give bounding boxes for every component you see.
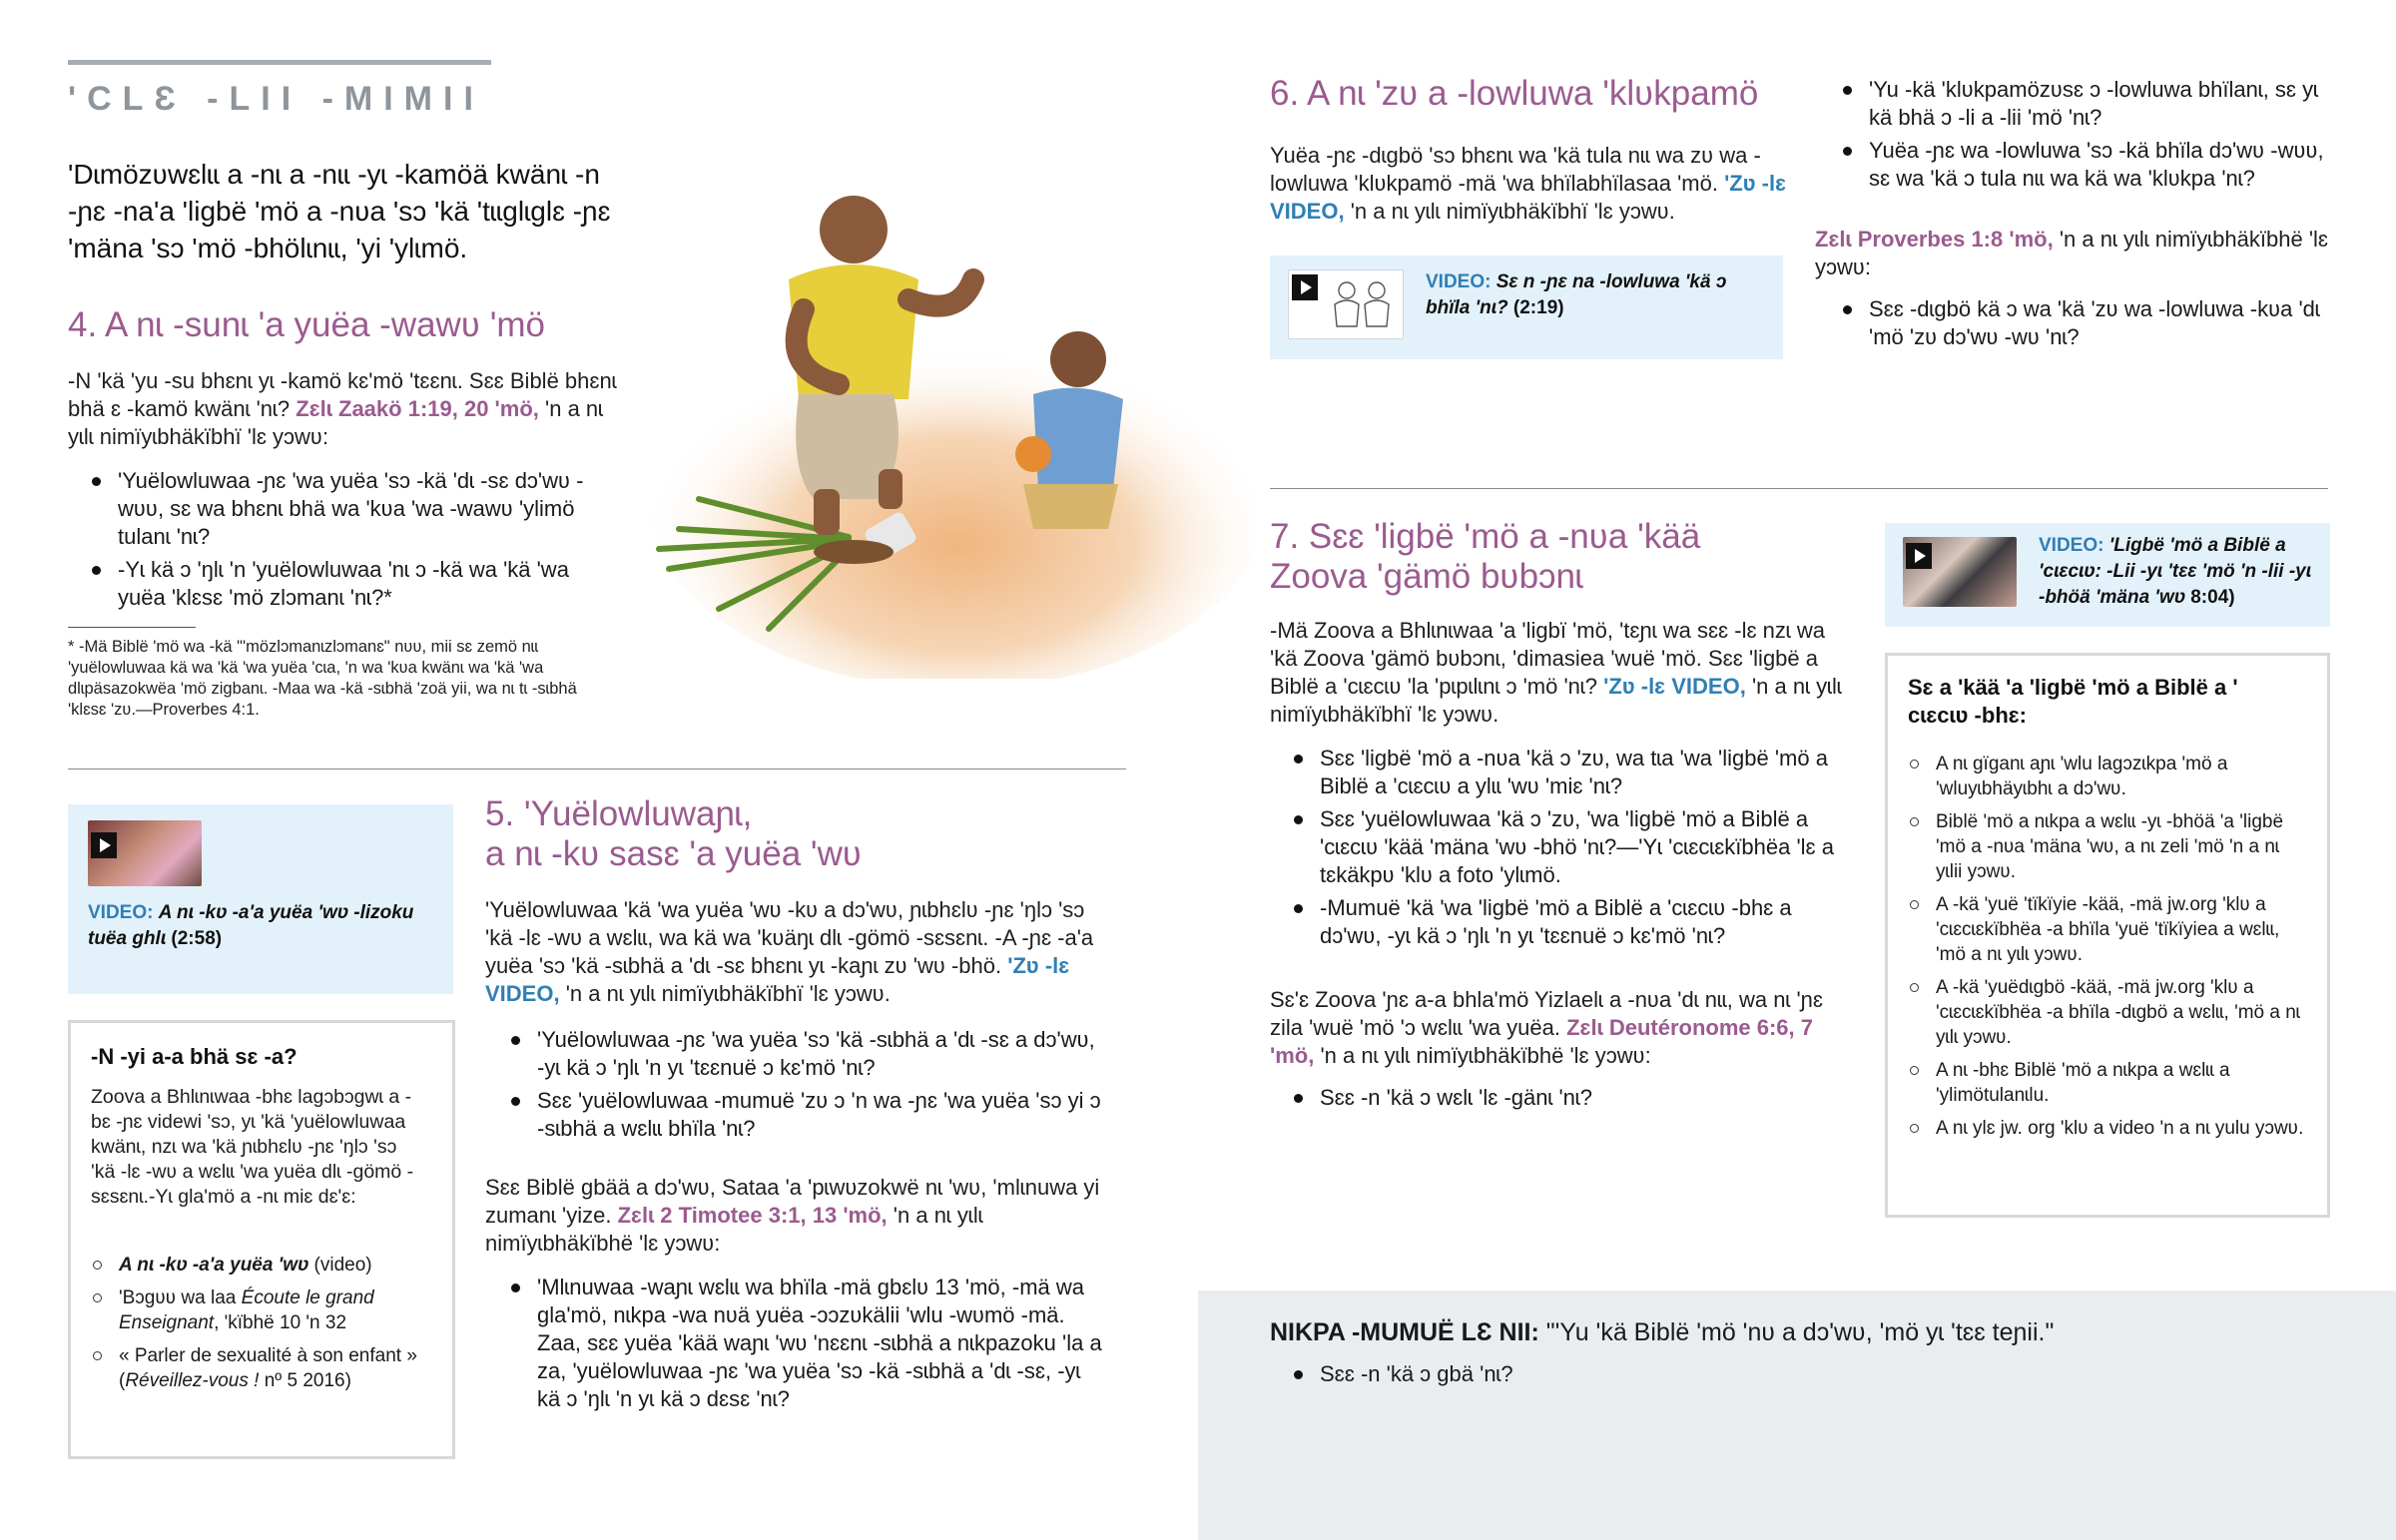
question-item: Sɛɛ -n 'kä ɔ gbä 'nɩ? — [1290, 1360, 2288, 1388]
question-item: Sɛɛ 'yuëlowluwaa 'kä ɔ 'zʋ, 'wa 'ligbë 'mö a Biblë a 'cɩɛcɩʋ 'kää 'mäna 'wʋ -bhö 'nɩ?—'Yɩ 'cɩɛcɩɛkïbhëa 'lɛ a tɛkäkpʋ 'klʋ a foto 'ylɩmö. — [1290, 805, 1849, 889]
play-icon[interactable] — [1906, 543, 1932, 569]
summary-line — [1270, 1316, 2348, 1348]
box-text: Zoova a Bhlɩnɩwaa -bhɛ lagɔbɔgwɩ a -bɛ -ɲɛ videwi 'sɔ, yɩ 'kä 'yuëlowluwaa kwänɩ, nzɩ wa 'kä ɲɩbhɛlʋ -ɲɛ 'ŋlɔ 'sɔ 'kä -lɛ -wʋ a wɛlɩɩ 'wa yuëa dlɩ -gömö -sɛsɛnɩ.-Yɩ gla'mö a -nɩ miɛ dɛ'ɛ: — [91, 1086, 414, 1208]
question-item: Sɛɛ 'yuëlowluwaa -mumuë 'zʋ ɔ 'n wa -ɲɛ 'wa yuëa 'sɔ yi ɔ -sɩbhä a wɛlɩɩ bhïla 'nɩ? — [507, 1087, 1106, 1143]
box-title: -N -yi a-a bhä sɛ -a? — [91, 1044, 298, 1069]
section-6-questions-2 — [1839, 295, 2338, 356]
video-card-lowluwa[interactable] — [1270, 256, 1783, 359]
footnote: * -Mä Biblë 'mö wa -kä "'mözlɔmanɩzlɔmanɛ" nʋʋ, mii sɛ zemö nɩɩ 'yuëlowluwaa kä wa 'kä 'wa yuëa 'cɩa, 'n wa 'kʋa kwänɩ wa 'kä 'wa dlɩpäsazokwëa 'mö zigbanɩ. -Maa wa -kä -sɩbhä 'zoä yii, wa nɩ tɩ -sɩbhä 'klɛsɛ 'zʋ.—Proverbes 4:1. — [68, 638, 577, 719]
watch-video-link[interactable]: 'Zʋ -lɛ VIDEO, — [1270, 171, 1787, 224]
question-item: Sɛɛ -n 'kä ɔ wɛlɩ 'lɛ -gänɩ 'nɩ? — [1290, 1084, 1849, 1112]
tip-item: A nɩ -bhɛ Biblë 'mö a nɩkpa a wɛlɩɩ a 'ylimötulanɩlu. — [1908, 1058, 2307, 1108]
section-7-paragraph-2: Sɛ'ɛ Zoova 'ɲɛ a-a bhla'mö Yizlaelɩ a -nʋa 'dɩ nɩɩ, wa nɩ 'ɲɛ zila 'wuë 'mö 'ɔ wɛlɩɩ 'wa yuëa. Zɛlɩ Deutéronome 6:6, 7 'mö, 'n a nɩ yɩlɩ nimïyɩbhäkïbhë 'lɛ yɔwʋ: — [1270, 987, 1823, 1068]
resource-item[interactable]: « Parler de sexualité à son enfant » (Réveillez-vous ! nº 5 2016) — [91, 1343, 430, 1393]
question-item: -Yɩ kä ɔ 'ŋlɩ 'n 'yuëlowluwaa 'nɩ ɔ -kä wa 'kä 'wa yuëa 'klɛsɛ 'mö zlɔmanɩ 'nɩ?* — [88, 556, 607, 612]
section-4-title: 4. A nɩ -sunɩ 'a yuëa -wawʋ 'mö — [68, 305, 546, 344]
section-divider — [68, 769, 1126, 770]
question-item: 'Yuëlowluwaa -ɲɛ 'wa yuëa 'sɔ 'kä -sɩbhä a 'dɩ -sɛ a dɔ'wʋ, -yɩ kä ɔ 'ŋlɩ 'n yɩ 'tɛɛnuë ɔ kɛ'mö 'nɩ? — [507, 1026, 1106, 1082]
video-thumbnail[interactable] — [1288, 269, 1404, 339]
video-thumbnail[interactable] — [1903, 537, 2017, 607]
summary-label: NƖKPA -MUMUË LƐ NƖƖ: — [1270, 1318, 1539, 1346]
video-card-lizoku[interactable] — [68, 804, 453, 994]
box-title: Sɛ a 'kää 'a 'ligbë 'mö a Biblë a ' cɩɛcɩʋ -bhɛ: — [1908, 675, 2238, 728]
study-tips-box — [1885, 653, 2330, 1218]
video-thumbnail[interactable] — [88, 820, 202, 886]
section-divider — [1270, 488, 2328, 489]
resource-item[interactable]: 'Bɔgʋʋ wa laa Écoute le grand Enseignant, 'kïbhë 10 'n 32 — [91, 1285, 430, 1335]
question-item: Yuëa -ɲɛ wa -lowluwa 'sɔ -kä bhïla dɔ'wʋ -wʋʋ, sɛ wa 'kä ɔ tula nɩɩ wa kä wa 'klʋkpa 'nɩ? — [1839, 137, 2338, 193]
scripture-link-proverbes[interactable]: Zɛlɩ Proverbes 1:8 'mö, — [1815, 227, 2054, 252]
section-5-paragraph-2: Sɛɛ Biblë gbää a dɔ'wʋ, Sataa 'a 'pɩwʋzokwë nɩ 'wʋ, 'mlɩnuwa yi zumanɩ 'yize. Zɛlɩ 2 Timotee 3:1, 13 'mö, 'n a nɩ yɩlɩ nimïyɩbhäkïbhë 'lɛ yɔwʋ: — [485, 1175, 1100, 1256]
play-icon[interactable] — [91, 832, 117, 858]
resource-item[interactable]: A nɩ -kʋ -a'a yuëa 'wʋ (video) — [91, 1253, 430, 1278]
scripture-link-zaako[interactable]: Zɛlɩ Zaakö 1:19, 20 'mö, — [296, 396, 539, 421]
tip-item: Biblë 'mö a nɩkpa a wɛlɩɩ -yɩ -bhöä 'a 'ligbë 'mö a -nʋa 'mäna 'wʋ, a nɩ zeli 'mö 'n a nɩ yɩlii yɔwʋ. — [1908, 809, 2307, 884]
tip-item: A nɩ ylɛ jw. org 'klʋ a video 'n a nɩ yulu yɔwʋ. — [1908, 1116, 2307, 1141]
video-label: VIDEO: Sɛ n -ɲɛ na -lowluwa 'kä ɔ bhïla 'nɩ? (2:19) — [1426, 271, 1727, 318]
study-tips-list — [1908, 752, 2307, 1149]
section-6-paragraph: Yuëa -ɲɛ -dɩgbö 'sɔ bhɛnɩ wa 'kä tula nɩɩ wa zʋ wa -lowluwa 'klʋkpamö -mä 'wa bhïlabhïlasaa 'mö. 'Zʋ -lɛ VIDEO, 'n a nɩ yɩlɩ nimïyɩbhäkïbhï 'lɛ yɔwʋ. — [1270, 143, 1787, 224]
father-son-illustration — [639, 170, 1258, 679]
section-4-questions — [88, 467, 607, 617]
question-item: Sɛɛ -dɩgbö kä ɔ wa 'kä 'zʋ wa -lowluwa -kʋa 'dɩ 'mö 'zʋ dɔ'wʋ -wʋ 'nɩ? — [1839, 295, 2338, 351]
section-6-questions — [1839, 76, 2338, 198]
scripture-link-deuteronome[interactable]: Zɛlɩ Deutéronome 6:6, 7 'mö, — [1270, 1015, 1813, 1068]
section-6-paragraph-2: Zɛlɩ Proverbes 1:8 'mö, 'n a nɩ yɩlɩ nimïyɩbhäkïbhë 'lɛ yɔwʋ: — [1815, 227, 2328, 279]
question-item: Sɛɛ 'ligbë 'mö a -nʋa 'kä ɔ 'zʋ, wa tɩa 'wa 'ligbë 'mö a Biblë a 'cɩɛcɩʋ a ylɩɩ 'wʋ 'miɛ 'nɩ? — [1290, 745, 1849, 800]
resource-list — [91, 1253, 430, 1401]
section-5-questions-2 — [507, 1274, 1106, 1418]
section-5-paragraph: 'Yuëlowluwaa 'kä 'wa yuëa 'wʋ -kʋ a dɔ'wʋ, ɲɩbhɛlʋ -ɲɛ 'ŋlɔ 'sɔ 'kä -lɛ -wʋ a wɛlɩɩ, wa kä wa 'kʋäŋɩ dlɩ -gömö -sɛsɛnɩ. -A -ɲɛ -a'a yuëa 'sɔ 'kä -sɩbhä a 'dɩ -sɛ bhɛnɩ yɩ -kaɲɩ zʋ 'wʋ -bhö. 'Zʋ -lɛ VIDEO, 'n a nɩ yɩlɩ nimïyɩbhäkïbhï 'lɛ yɔwʋ. — [485, 897, 1094, 1006]
section-4-paragraph: -N 'kä 'yu -su bhɛnɩ yɩ -kamö kɛ'mö 'tɛɛnɩ. Sɛɛ Biblë bhɛnɩ bhä ɛ -kamö kwänɩ 'nɩ? Zɛlɩ Zaakö 1:19, 20 'mö, 'n a nɩ yɩlɩ nimïyɩbhäkïbhï 'lɛ yɔwʋ: — [68, 368, 617, 449]
play-icon[interactable] — [1292, 274, 1318, 300]
watch-video-link[interactable]: 'Zʋ -lɛ VIDEO, — [485, 953, 1070, 1006]
watch-video-link[interactable]: 'Zʋ -lɛ VIDEO, — [1603, 674, 1746, 699]
summary-panel — [1198, 1290, 2396, 1540]
video-card-ligbe[interactable] — [1885, 523, 2330, 627]
section-7-paragraph: -Mä Zoova a Bhlɩnɩwaa 'a 'ligbï 'mö, 'tɛɲɩ wa sɛɛ -lɛ nzɩ wa 'kä Zoova 'gämö bʋbɔnɩ, 'dimasiea 'wuë 'mö. Sɛɛ 'ligbë a Biblë a 'cɩɛcɩʋ 'la 'pɩpɩlɩnɩ ɔ 'mö 'nɩ? 'Zʋ -lɛ VIDEO, 'n a nɩ yɩlɩ nimïyɩbhäkïbhï 'lɛ yɔwʋ. — [1270, 618, 1842, 727]
summary-quote: "'Yu 'kä Biblë 'mö 'nʋ a dɔ'wʋ, 'mö yɩ 'tɛɛ teɲii." — [1545, 1318, 2055, 1346]
tip-item: A -kä 'yuë 'tïkïyie -kää, -mä jw.org 'klʋ a 'cɩɛcɩɛkïbhëa -a bhïla 'yuë 'tïkïyiea a wɛlɩɩ, 'mö a nɩ yɩlɩ yɔwʋ. — [1908, 892, 2307, 967]
section-kicker: 'CLƐ -LII -MIMII — [68, 80, 484, 118]
section-7-title: 7. Sɛɛ 'ligbë 'mö a -nʋa 'kää Zoova 'gämö bʋbɔnɩ — [1270, 517, 1701, 596]
question-item: -Mumuë 'kä 'wa 'ligbë 'mö a Biblë a 'cɩɛcɩʋ -bhɛ a dɔ'wʋ, -yɩ kä ɔ 'ŋlɩ 'n yɩ 'tɛɛnuë ɔ kɛ'mö 'nɩ? — [1290, 894, 1849, 950]
section-5-title: 5. 'Yuëlowluwaɲɩ, a nɩ -kʋ sasɛ 'a yuëa 'wʋ — [485, 794, 863, 873]
sketch-figures — [1327, 276, 1397, 332]
scripture-link-timotee[interactable]: Zɛlɩ 2 Timotee 3:1, 13 'mö, — [617, 1203, 888, 1228]
section-7-questions-2 — [1290, 1084, 1849, 1117]
question-item: 'Yuëlowluwaa -ɲɛ 'wa yuëa 'sɔ -kä 'dɩ -sɛ dɔ'wʋ -wʋʋ, sɛ wa bhɛnɩ bhä wa 'kʋa 'wa -wawʋ 'ylimö tulanɩ 'nɩ? — [88, 467, 607, 551]
section-5-questions — [507, 1026, 1106, 1148]
tip-item: A nɩ gïganɩ aɲɩ 'wlu lagɔzɩkpa 'mö a 'wluyɩbhäyɩbhɩ a dɔ'wʋ. — [1908, 752, 2307, 801]
section-7-questions — [1290, 745, 1849, 955]
video-label: VIDEO: A nɩ -kʋ -a'a yuëa 'wʋ -lizoku tuëa ghlɩ (2:58) — [88, 902, 414, 949]
tip-item: A -kä 'yuëdɩgbö -kää, -mä jw.org 'klʋ a 'cɩɛcɩɛkïbhëa -a bhïla -dɩgbö a wɛlɩɩ, 'mö a nɩ yɩlɩ yɔwʋ. — [1908, 975, 2307, 1050]
resources-box — [68, 1020, 455, 1459]
video-label: VIDEO: 'Ligbë 'mö a Biblë a 'cɩɛcɩʋ: -Lii -yɩ 'tɛɛ 'mö 'n -lii -yɩ -bhöä 'mäna 'wʋ 8:04) — [2039, 535, 2311, 608]
intro-text: 'Dɩmözʋwɛlɩɩ a -nɩ a -nɩɩ -yɩ -kamöä kwänɩ -n -ɲɛ -na'a 'ligbë 'mö a -nʋa 'sɔ 'kä 'tɩɩglɩglɛ -ɲɛ 'mäna 'sɔ 'mö -bhölɩnɩɩ, 'yi 'ylɩmö. — [68, 159, 611, 263]
footnote-rule — [68, 627, 196, 628]
kicker-bar — [68, 60, 491, 65]
question-item: 'Yu -kä 'klʋkpamözʋsɛ ɔ -lowluwa bhïlanɩ, sɛ yɩ kä bhä ɔ -li a -lii 'mö 'nɩ? — [1839, 76, 2338, 132]
summary-questions — [1290, 1360, 2288, 1393]
section-6-title: 6. A nɩ 'zʋ a -lowluwa 'klʋkpamö — [1270, 74, 1759, 113]
question-item: 'Mlɩnuwaa -waɲɩ wɛlɩɩ wa bhïla -mä gbɛlʋ 13 'mö, -mä wa gla'mö, nɩkpa -wa nʋä yuëa -ɔɔzʋkälii 'wlu -wʋmö -mä. Zaa, sɛɛ yuëa 'kää waɲɩ 'wʋ 'nɛɛnɩ -sɩbhä a nɩkpazoku 'la a za, 'yuëlowluwaa -ɲɛ 'wa yuëa 'sɔ -kä -sɩbhä a 'dɩ -sɛ, -yɩ kä ɔ 'ŋlɩ 'n yɩ kä ɔ dɛsɛ 'nɩ? — [507, 1274, 1106, 1413]
